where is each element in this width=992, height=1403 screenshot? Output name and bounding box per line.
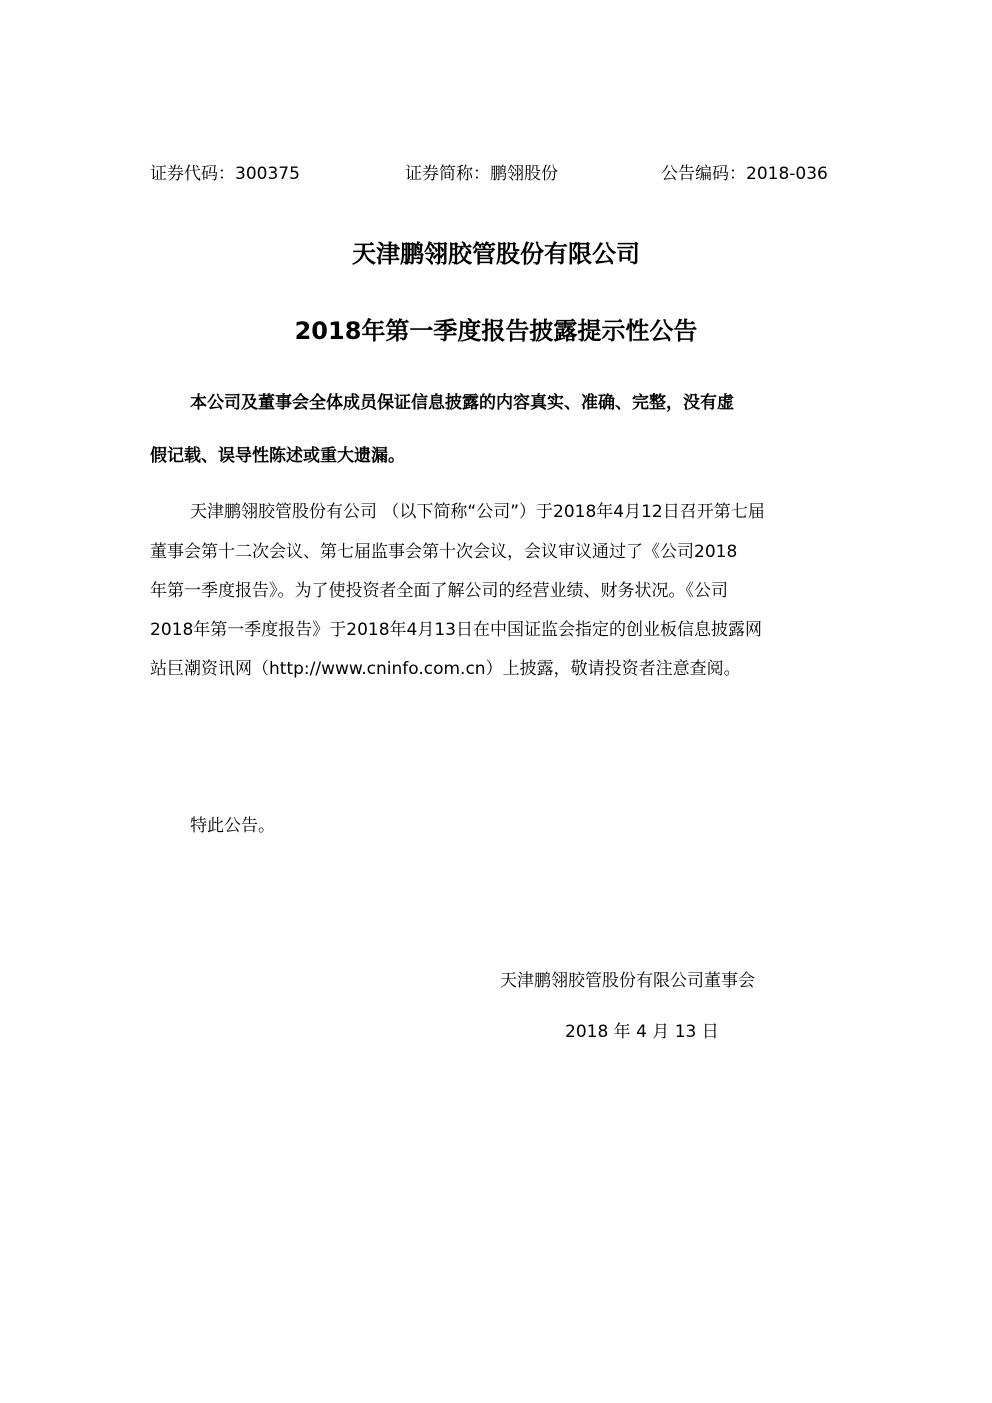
statement-line-1: 本公司及董事会全体成员保证信息披露的内容真实、准确、完整，没有虚: [190, 393, 734, 413]
company-title: 天津鹏翎胶管股份有限公司: [352, 240, 640, 268]
body-line-1: 天津鹏翎胶管股份有公司 （以下简称“公司”）于2018年4月12日召开第七届: [190, 502, 765, 522]
closing-remark: 特此公告。: [190, 816, 275, 836]
signature: 天津鹏翎胶管股份有限公司董事会: [500, 971, 755, 991]
security-code: 证券代码：300375: [150, 164, 300, 184]
body-line-4: 2018年第一季度报告》于2018年4月13日在中国证监会指定的创业板信息披露网: [150, 620, 762, 640]
body-line-5: 站巨潮资讯网（http://www.cninfo.com.cn）上披露，敬请投资者注意查阅。: [150, 659, 741, 679]
statement-line-2: 假记载、误导性陈述或重大遗漏。: [150, 446, 405, 466]
signing-date: 2018 年 4 月 13 日: [565, 1022, 719, 1042]
security-short-name: 证券简称：鹏翎股份: [405, 164, 558, 184]
announcement-number: 公告编码：2018-036: [661, 164, 828, 184]
body-line-2: 董事会第十二次会议、第七届监事会第十次会议，会议审议通过了《公司2018: [150, 542, 738, 562]
report-title: 2018年第一季度报告披露提示性公告: [294, 317, 698, 345]
body-line-3: 年第一季度报告》。为了使投资者全面了解公司的经营业绩、财务状况。《公司: [150, 581, 728, 601]
